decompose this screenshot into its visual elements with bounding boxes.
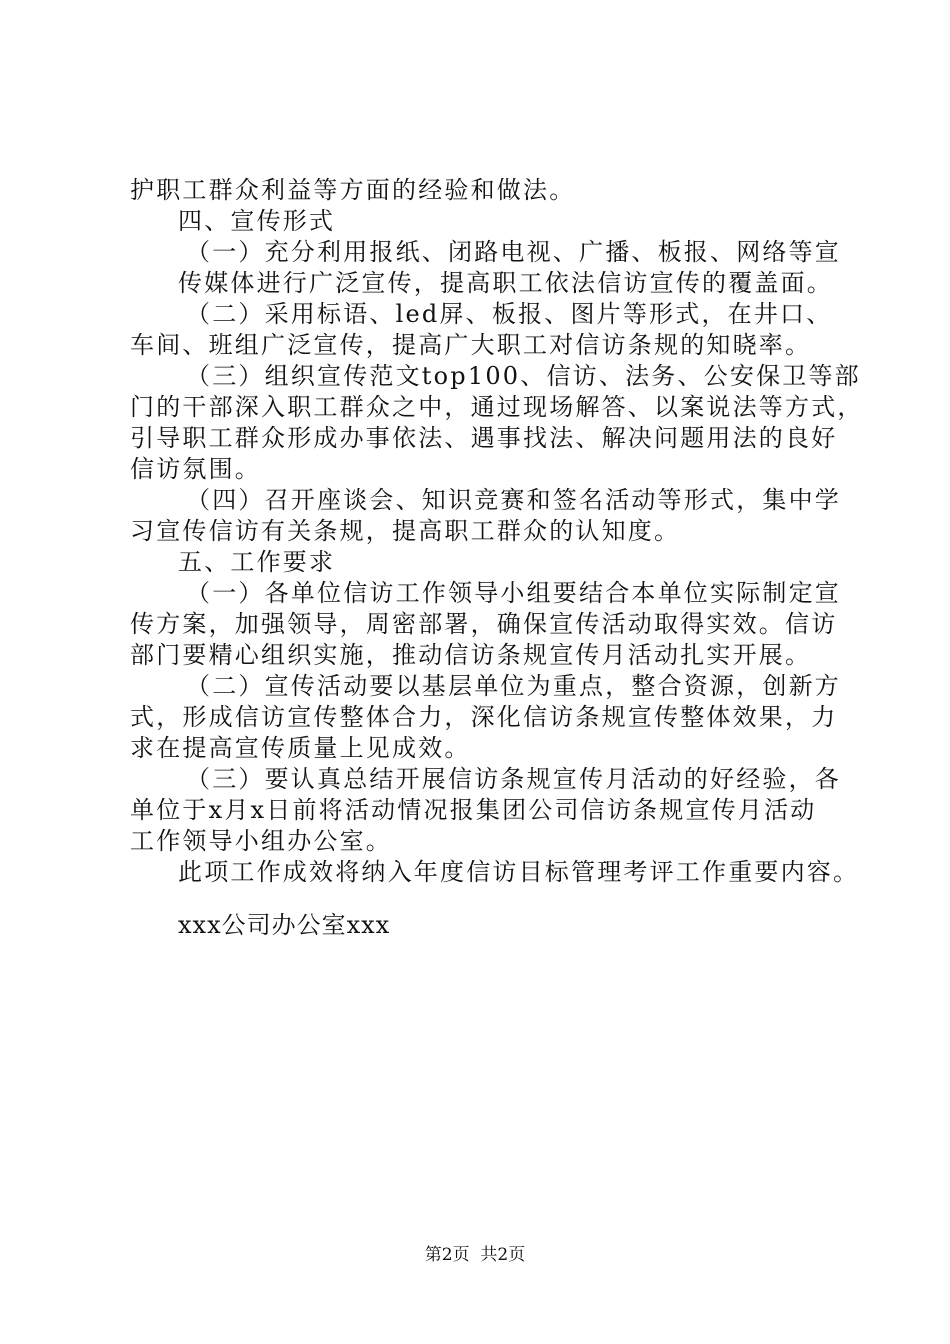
paragraph-line: 式，形成信访宣传整体合力，深化信访条规宣传整体效果，力 xyxy=(130,703,838,731)
paragraph-line: 车间、班组广泛宣传，提高广大职工对信访条规的知晓率。 xyxy=(130,331,812,359)
paragraph-line: （一）充分利用报纸、闭路电视、广播、板报、网络等宣 xyxy=(186,238,841,266)
paragraph-line: 部门要精心组织实施，推动信访条规宣传月活动扎实开展。 xyxy=(130,641,812,669)
paragraph-line: 门的干部深入职工群众之中，通过现场解答、以案说法等方式， xyxy=(130,393,864,421)
paragraph-line: （一）各单位信访工作领导小组要结合本单位实际制定宣 xyxy=(186,579,841,607)
paragraph-line: （三）要认真总结开展信访条规宣传月活动的好经验，各 xyxy=(186,765,841,793)
paragraph-line: 求在提高宣传质量上见成效。 xyxy=(130,734,471,762)
paragraph-line: （二）采用标语、led屏、板报、图片等形式，在井口、 xyxy=(186,300,833,328)
paragraph-line: 传媒体进行广泛宣传，提高职工依法信访宣传的覆盖面。 xyxy=(178,269,833,297)
paragraph-line: 引导职工群众形成办事依法、遇事找法、解决问题用法的良好 xyxy=(130,424,838,452)
paragraph-line: （三）组织宣传范文top100、信访、法务、公安保卫等部 xyxy=(186,362,861,390)
signature: xxx公司办公室xxx xyxy=(178,911,391,939)
paragraph-line: 单位于x月x日前将活动情况报集团公司信访条规宣传月活动 xyxy=(130,796,817,824)
paragraph-line: （四）召开座谈会、知识竞赛和签名活动等形式，集中学 xyxy=(186,486,841,514)
paragraph-line: 传方案，加强领导，周密部署，确保宣传活动取得实效。信访 xyxy=(130,610,838,638)
section-heading-4: 四、宣传形式 xyxy=(178,207,336,235)
page-footer: 第2页 共2页 xyxy=(424,1245,526,1265)
section-heading-5: 五、工作要求 xyxy=(178,548,336,576)
paragraph-line: 护职工群众利益等方面的经验和做法。 xyxy=(130,176,576,204)
paragraph-line: （二）宣传活动要以基层单位为重点，整合资源，创新方 xyxy=(186,672,841,700)
paragraph-line: 此项工作成效将纳入年度信访目标管理考评工作重要内容。 xyxy=(178,858,860,886)
paragraph-line: 工作领导小组办公室。 xyxy=(130,827,392,855)
paragraph-line: 信访氛围。 xyxy=(130,455,261,483)
paragraph-line: 习宣传信访有关条规，提高职工群众的认知度。 xyxy=(130,517,681,545)
